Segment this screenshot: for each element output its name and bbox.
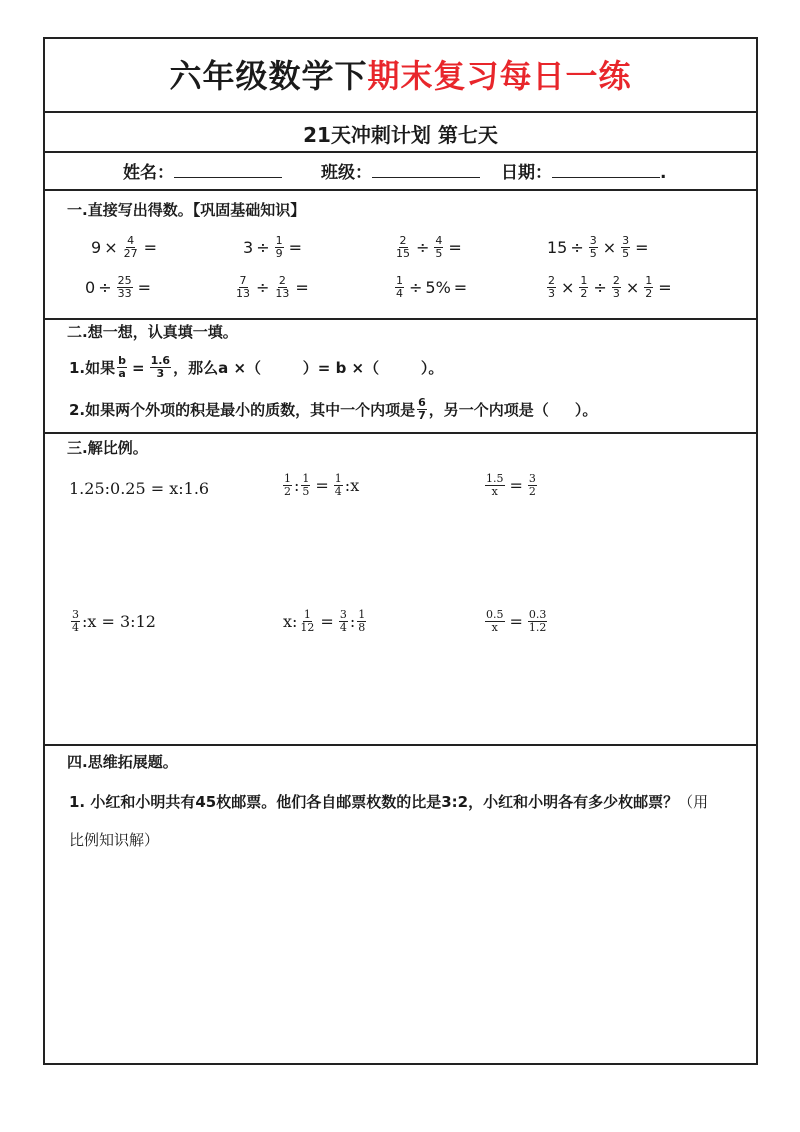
worksheet-frame (43, 37, 758, 1065)
proportion-4: $\frac{3}{4}$ :x = 3:12 (72, 608, 156, 634)
section1-heading: 一.直接写出得数。【巩固基础知识】 (67, 201, 306, 219)
name-blank[interactable] (174, 161, 282, 178)
calc-item-3: $\frac{2}{15}$ ÷ $\frac{4}{5}$ = (396, 234, 462, 260)
section4-heading: 四.思维拓展题。 (67, 753, 178, 771)
class-field: 班级： (321, 158, 480, 183)
page-subtitle: 21天冲刺计划 第七天 (303, 123, 498, 147)
divider (45, 111, 756, 113)
fill-question-2: 2.如果两个外项的积是最小的质数，其中一个内项是 $\frac{6}{7}$ ，另一个内项是（ ）。 (69, 396, 598, 422)
divider (45, 432, 756, 434)
date-blank[interactable] (552, 161, 660, 178)
class-blank[interactable] (372, 161, 480, 178)
proportion-1: 1.25:0.25 = x:1.6 (69, 479, 210, 498)
proportion-5: x: $\frac{1}{12}$ = $\frac{3}{4}$ : $\frac{1}{8}$ (283, 608, 366, 634)
calc-item-4: 15 ÷ $\frac{3}{5}$ × $\frac{3}{5}$ = (547, 234, 649, 260)
proportion-6: $\frac{0.5}{x}$ = $\frac{0.3}{1.2}$ (486, 608, 547, 634)
calc-item-7: $\frac{1}{4}$ ÷ 5% = (396, 274, 468, 300)
divider (45, 189, 756, 191)
section3-heading: 三.解比例。 (67, 439, 148, 457)
section2-heading: 二.想一想，认真填一填。 (67, 323, 238, 341)
calc-item-2: 3 ÷ $\frac{1}{9}$ = (243, 234, 302, 260)
divider (45, 318, 756, 320)
name-field: 姓名： (123, 158, 282, 183)
proportion-2: $\frac{1}{2}$ : $\frac{1}{5}$ = $\frac{1}{4}$ :x (284, 472, 360, 498)
divider (45, 151, 756, 153)
calc-item-5: 0 ÷ $\frac{25}{33}$ = (85, 274, 151, 300)
word-problem-1: 1. 小红和小明共有45枚邮票。他们各自邮票枚数的比是3:2，小红和小明各有多少枚邮票？（用比例知识解） (69, 793, 709, 849)
calc-item-6: $\frac{7}{13}$ ÷ $\frac{2}{13}$ = (236, 274, 309, 300)
date-field: 日期： . (501, 163, 667, 183)
calc-item-1: 9 × $\frac{4}{27}$ = (91, 234, 157, 260)
proportion-3: $\frac{1.5}{x}$ = $\frac{3}{2}$ (486, 472, 536, 498)
calc-item-8: $\frac{2}{3}$ × $\frac{1}{2}$ ÷ $\frac{2}{3}$ × $\frac{1}{2}$ = (548, 274, 672, 300)
page-title: 六年级数学下期末复习每日一练 (169, 57, 632, 95)
divider (45, 744, 756, 746)
fill-question-1: 1.如果 $\frac{b}{a}$ = $\frac{1.6}{3}$ ，那么a ×（ ）= b ×（ ）。 (69, 354, 444, 380)
